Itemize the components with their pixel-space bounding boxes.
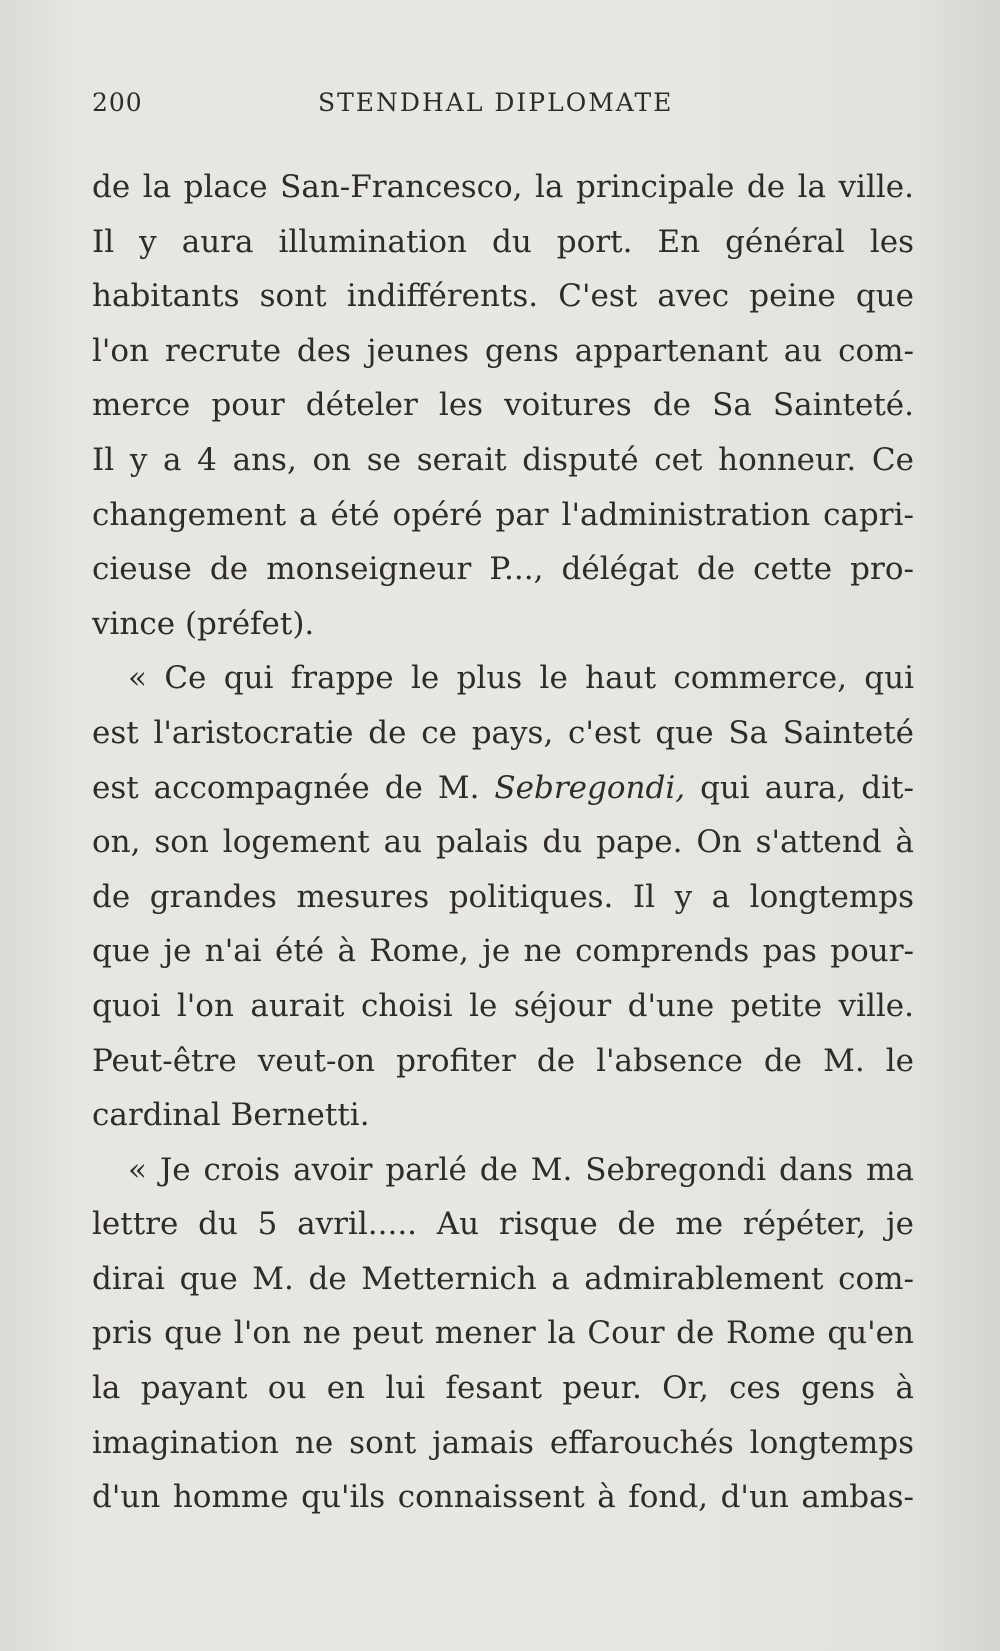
running-head xyxy=(92,88,912,122)
text-segment: qui aura, dit- xyxy=(685,769,914,806)
text-line: changement a été opéré par l'administration capri- xyxy=(92,496,914,533)
text-line: quoi l'on aurait choisi le séjour d'une petite ville. xyxy=(92,987,914,1024)
text-line: habitants sont indifférents. C'est avec peine que xyxy=(92,278,914,315)
text-line: la payant ou en lui fesant peur. Or, ces gens à xyxy=(92,1370,914,1407)
text-line: de la place San-Francesco, la principale de la ville. xyxy=(92,169,914,205)
text-line-with-italic xyxy=(92,761,914,816)
text-line: lettre du 5 avril..... Au risque de me répéter, je xyxy=(92,1206,914,1243)
body-text xyxy=(92,160,914,1525)
italic-name: Sebregondi, xyxy=(494,769,686,806)
text-line: Il y a 4 ans, on se serait disputé cet honneur. Ce xyxy=(92,441,914,478)
text-line: pris que l'on ne peut mener la Cour de Rome qu'en xyxy=(92,1315,914,1352)
text-line: merce pour dételer les voitures de Sa Sainteté. xyxy=(92,387,914,424)
text-line: d'un homme qu'ils connaissent à fond, d'un ambas- xyxy=(92,1479,914,1516)
text-line: cieuse de monseigneur P..., délégat de cette pro- xyxy=(92,551,914,588)
text-line: l'on recrute des jeunes gens appartenant au com- xyxy=(92,332,914,369)
text-line: de grandes mesures politiques. Il y a longtemps xyxy=(92,878,914,915)
text-line: imagination ne sont jamais effarouchés longtemps xyxy=(92,1424,914,1461)
text-segment: est accompagnée de M. xyxy=(92,769,495,806)
running-title: STENDHAL DIPLOMATE xyxy=(318,88,674,117)
text-line: on, son logement au palais du pape. On s'attend à xyxy=(92,824,914,861)
page-number: 200 xyxy=(92,88,143,117)
text-line: dirai que M. de Metternich a admirablement com- xyxy=(92,1260,914,1297)
text-line: vince (préfet). xyxy=(92,605,315,642)
text-line: est l'aristocratie de ce pays, c'est que Sa Sainteté xyxy=(92,714,914,751)
text-line: Il y aura illumination du port. En général les xyxy=(92,223,914,260)
text-line: cardinal Bernetti. xyxy=(92,1097,370,1134)
text-line: Peut-être veut-on profiter de l'absence de M. le xyxy=(92,1042,914,1079)
text-line: « Je crois avoir parlé de M. Sebregondi dans ma xyxy=(128,1151,914,1188)
text-line: « Ce qui frappe le plus le haut commerce, qui xyxy=(128,660,914,697)
text-line: que je n'ai été à Rome, je ne comprends pas pour- xyxy=(92,933,914,970)
